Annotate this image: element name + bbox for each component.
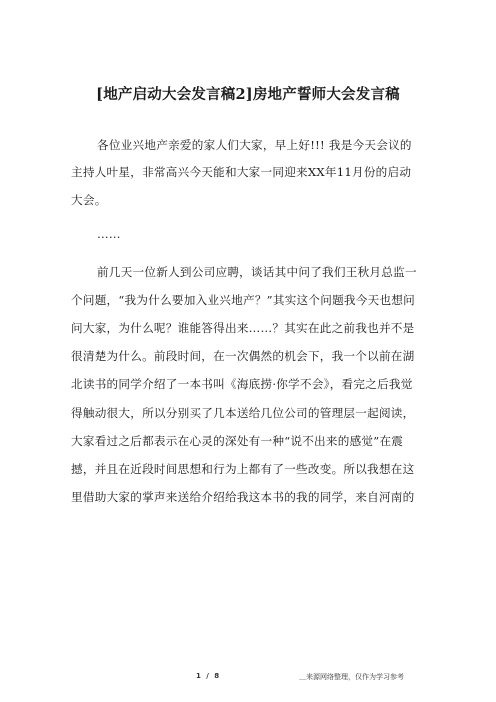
paragraph-line: 北读书的同学介绍了一本书叫《海底捞·你学不会》，看完之后我觉 [71, 377, 413, 391]
paragraph-line: 得触动很大，所以分别买了几本送给几位公司的管理层一起阅读， [71, 406, 415, 420]
paragraph-line: 大会。 [71, 193, 107, 207]
paragraph-line: 各位业兴地产亲爱的家人们大家，早上好!!! 我是今天会议的 [97, 138, 412, 152]
paragraph-line: 很清楚为什么。前段时间，在一次偶然的机会下，我一个以前在湖 [71, 349, 415, 363]
paragraph-line: 撼，并且在近段时间思想和行为上都有了一些改变。所以我想在这 [71, 462, 415, 476]
paragraph-line: 问大家，为什么呢？谁能答得出来……？其实在此之前我也并不是 [71, 321, 415, 335]
page-indicator: 1 / 8 [196, 672, 220, 680]
paragraph-line: 主持人叶星，非常高兴今天能和大家一同迎来XX年11月份的启动 [71, 165, 412, 179]
paragraph-line: 前几天一位新人到公司应聘，谈话其中问了我们王秋月总监一 [97, 265, 417, 279]
paragraph-line: 个问题，“我为什么要加入业兴地产？”其实这个问题我今天也想问 [71, 293, 415, 307]
ellipsis-line: …… [97, 227, 121, 241]
footer-note: ＿来源网络整理，仅作为学习参考 [299, 673, 404, 681]
paragraph-line: 里借助大家的掌声来送给介绍给我这本书的我的同学，来自河南的 [71, 490, 415, 504]
paragraph-line: 大家看过之后都表示在心灵的深处有一种“说不出来的感觉”在震 [71, 434, 404, 448]
document-title: [地产启动大会发言稿2]房地产誓师大会发言稿 [96, 86, 400, 103]
